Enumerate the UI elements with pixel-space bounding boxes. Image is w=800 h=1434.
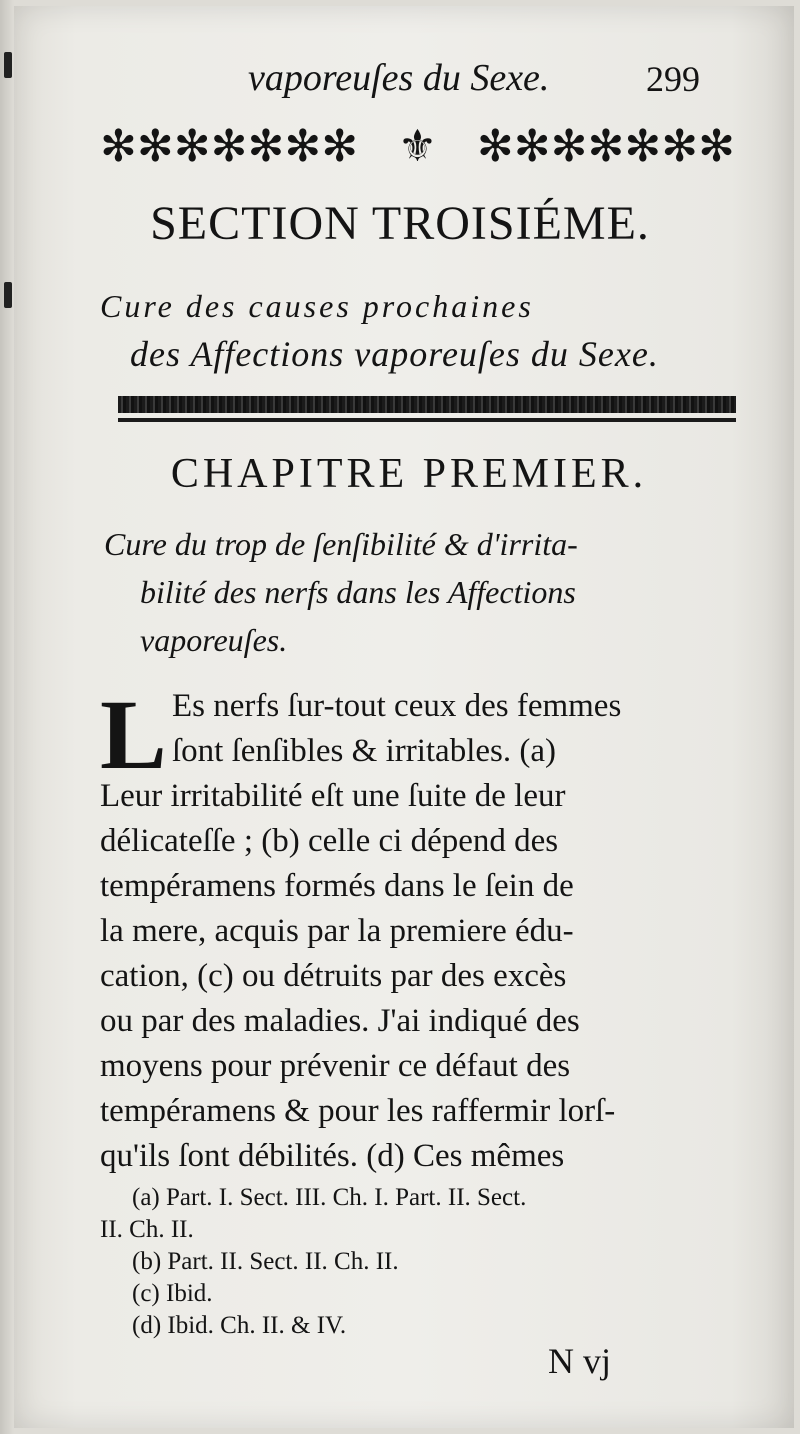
chapter-subtitle <box>104 520 744 664</box>
footnote-a-continued: II. Ch. II. <box>100 1216 194 1243</box>
body-line: Leur irritabilité eſt une ſuite de leur <box>100 778 566 814</box>
ornament-row <box>100 122 735 172</box>
divider-rule-thick <box>118 396 736 413</box>
footnotes <box>100 1182 736 1342</box>
footnote-d: (d) Ibid. Ch. II. & IV. <box>132 1312 347 1339</box>
ornament-left: ✻✻✻✻✻✻✻ <box>100 122 359 171</box>
section-subtitle <box>100 282 740 378</box>
page-number: 299 <box>646 59 700 99</box>
body-line: délicateſſe ; (b) celle ci dépend des <box>100 823 559 859</box>
ink-blot <box>4 52 12 78</box>
ornament-right: ✻✻✻✻✻✻✻ <box>476 122 735 171</box>
section-subtitle-line2: des Affections vaporeuſes du Sexe. <box>130 334 659 374</box>
body-line: tempéramens formés dans le ſein de <box>100 868 574 904</box>
signature-mark: N vj <box>548 1341 611 1381</box>
chapter-subtitle-line3: vaporeuſes. <box>140 622 288 658</box>
running-title: vaporeuſes du Sexe. <box>248 57 550 99</box>
body-line: ou par des maladies. J'ai indiqué des <box>100 1003 580 1039</box>
body-line: cation, (c) ou détruits par des excès <box>100 958 567 994</box>
chapter-subtitle-line2: bilité des nerfs dans les Affections <box>140 574 576 610</box>
footnote-c: (c) Ibid. <box>132 1280 213 1307</box>
footnote-a: (a) Part. I. Sect. III. Ch. I. Part. II. Sect. <box>132 1184 527 1211</box>
body-line: la mere, acquis par la premiere édu- <box>100 913 574 949</box>
divider-rule-thin <box>118 418 736 422</box>
section-heading: SECTION TROISIÉME. <box>150 197 650 250</box>
body-line: ſont ſenſibles & irritables. (a) <box>172 733 556 769</box>
ornament-center-icon: ⚜ <box>397 122 438 171</box>
running-head <box>160 56 700 106</box>
section-subtitle-line1: Cure des causes prochaines <box>100 288 534 324</box>
drop-cap: L <box>100 679 167 790</box>
chapter-subtitle-line1: Cure du trop de ſenſibilité & d'irrita- <box>104 526 578 562</box>
footnote-b: (b) Part. II. Sect. II. Ch. II. <box>132 1248 399 1275</box>
ink-blot <box>4 282 12 308</box>
chapter-heading: CHAPITRE PREMIER. <box>170 451 648 497</box>
body-text <box>100 679 736 1179</box>
body-line: moyens pour prévenir ce défaut des <box>100 1048 571 1084</box>
body-line: qu'ils ſont débilités. (d) Ces mêmes <box>100 1138 565 1174</box>
body-line: tempéramens & pour les raffermir lorſ- <box>100 1093 616 1129</box>
body-line: Es nerfs ſur-tout ceux des femmes <box>172 688 622 724</box>
